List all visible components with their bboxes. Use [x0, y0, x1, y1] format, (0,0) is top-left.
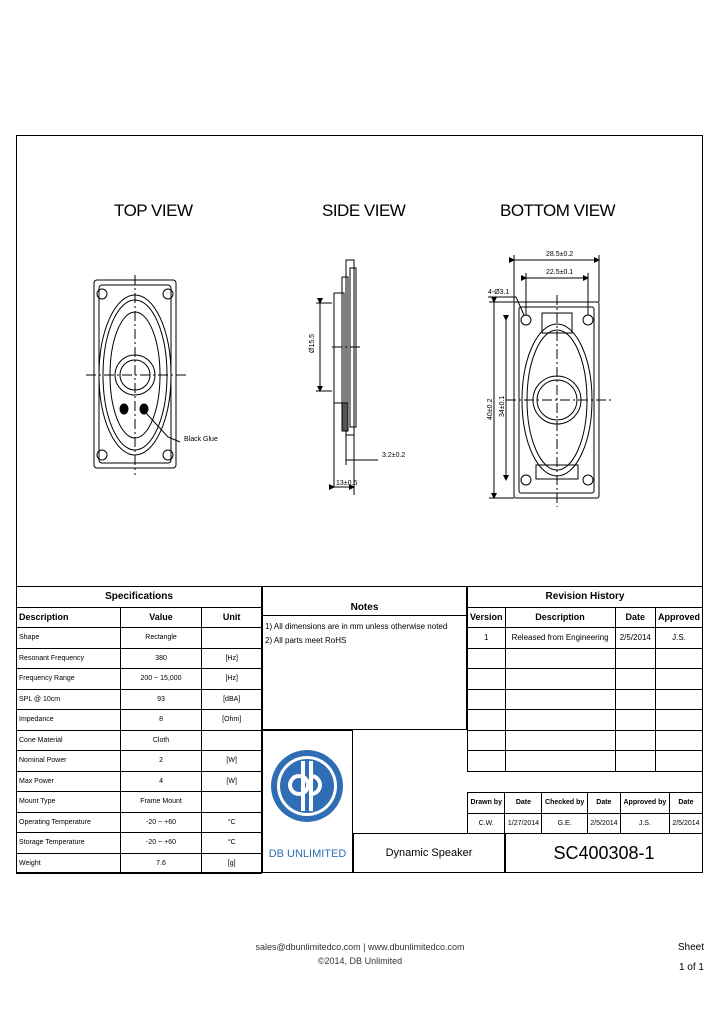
- spec-unit: [202, 730, 262, 751]
- signoff-value: G.E.: [542, 813, 587, 834]
- revision-history-table: [467, 586, 703, 772]
- table-row: [17, 853, 262, 874]
- signoff-value: 2/5/2014: [587, 813, 620, 834]
- signoff-header: Drawn by: [468, 793, 505, 814]
- footer-contact: sales@dbunlimitedco.com | www.dbunlimitedco.com: [255, 942, 465, 952]
- signoff-value: 2/5/2014: [669, 813, 702, 834]
- spec-desc: Storage Temperature: [17, 833, 121, 854]
- bottom-dim-outer-width: 28.5±0.2: [546, 251, 574, 258]
- top-view-drawing: [86, 275, 188, 475]
- rev-date: 2/5/2014: [615, 628, 655, 649]
- notes-panel: [262, 586, 467, 730]
- bottom-view-title: BOTTOM VIEW: [500, 201, 616, 220]
- spec-desc: Impedance: [17, 710, 121, 731]
- spec-unit: [Ohm]: [202, 710, 262, 731]
- specifications-title: Specifications: [17, 587, 262, 608]
- side-dim-diameter: Ø15.5: [309, 333, 316, 353]
- spec-desc: Nominal Power: [17, 751, 121, 772]
- spec-unit: [202, 792, 262, 813]
- side-view-drawing: [316, 260, 378, 495]
- bottom-dim-holes: 4-Ø3.1: [488, 289, 510, 296]
- table-row: [468, 710, 703, 731]
- signoff-header: Date: [505, 793, 542, 814]
- db-logo-icon: [263, 731, 352, 841]
- table-row: [17, 792, 262, 813]
- spec-header-description: Description: [17, 607, 121, 628]
- spec-desc: Weight: [17, 853, 121, 874]
- table-row: [17, 771, 262, 792]
- signoff-header: Date: [587, 793, 620, 814]
- logo-text: DB UNLIMITED: [268, 848, 347, 860]
- spec-unit: [dBA]: [202, 689, 262, 710]
- table-row: [17, 751, 262, 772]
- spec-unit: [Hz]: [202, 669, 262, 690]
- rev-approved: J.S.: [655, 628, 702, 649]
- spec-value: -20 ~ +60: [120, 812, 202, 833]
- black-glue-callout: Black Glue: [184, 436, 218, 443]
- spec-header-value: Value: [120, 607, 202, 628]
- signoff-value: J.S.: [620, 813, 669, 834]
- spec-value: 93: [120, 689, 202, 710]
- bottom-dim-height: 40±0.2: [487, 398, 494, 420]
- logo-panel: [262, 730, 353, 873]
- signoff-table: [467, 792, 703, 834]
- spec-value: Frame Mount: [120, 792, 202, 813]
- side-dim-total: 13±0.5: [336, 480, 358, 487]
- rev-version: 1: [468, 628, 506, 649]
- specifications-table: [16, 586, 262, 874]
- table-row: [17, 710, 262, 731]
- table-row: [468, 628, 703, 649]
- table-row: [17, 648, 262, 669]
- rev-header-date: Date: [615, 607, 655, 628]
- table-row: [468, 730, 703, 751]
- spec-value: 380: [120, 648, 202, 669]
- spec-value: Cloth: [120, 730, 202, 751]
- bottom-dim-hole-pitch: 22.5±0.1: [546, 269, 574, 276]
- spec-unit: [W]: [202, 751, 262, 772]
- spec-desc: Shape: [17, 628, 121, 649]
- spec-unit: °C: [202, 812, 262, 833]
- table-row: [468, 669, 703, 690]
- table-row: [17, 730, 262, 751]
- spec-unit: °C: [202, 833, 262, 854]
- sheet-indicator: [678, 938, 704, 978]
- signoff-value: 1/27/2014: [505, 813, 542, 834]
- side-dim-depth: 3.2±0.2: [382, 452, 406, 459]
- spec-header-unit: Unit: [202, 607, 262, 628]
- table-row: [17, 833, 262, 854]
- table-row: [17, 669, 262, 690]
- bottom-dim-hole-span: 34±0.1: [499, 395, 506, 417]
- spec-unit: [g]: [202, 853, 262, 874]
- side-view-title: SIDE VIEW: [322, 201, 406, 220]
- spec-value: Rectangle: [120, 628, 202, 649]
- spec-unit: [Hz]: [202, 648, 262, 669]
- signoff-header: Checked by: [542, 793, 587, 814]
- rev-header-description: Description: [505, 607, 615, 628]
- top-view-title: TOP VIEW: [114, 201, 193, 220]
- rev-header-version: Version: [468, 607, 506, 628]
- spec-value: -20 ~ +60: [120, 833, 202, 854]
- signoff-value: C.W.: [468, 813, 505, 834]
- spec-desc: Resonant Frequency: [17, 648, 121, 669]
- table-row: [17, 628, 262, 649]
- spec-value: 7.6: [120, 853, 202, 874]
- table-row: [468, 689, 703, 710]
- spec-desc: Mount Type: [17, 792, 121, 813]
- spec-value: 2: [120, 751, 202, 772]
- sheet-value: 1 of 1: [678, 962, 704, 973]
- note-item: 2) All parts meet RoHS: [265, 636, 347, 645]
- spec-value: 8: [120, 710, 202, 731]
- spec-unit: [W]: [202, 771, 262, 792]
- part-number: SC400308-1: [505, 833, 703, 873]
- spec-desc: Cone Material: [17, 730, 121, 751]
- spec-unit: [202, 628, 262, 649]
- table-row: [17, 689, 262, 710]
- table-row: [468, 648, 703, 669]
- notes-title: Notes: [263, 587, 466, 616]
- table-row: [468, 751, 703, 772]
- note-item: 1) All dimensions are in mm unless otherwise noted: [265, 622, 448, 631]
- footer-copyright: ©2014, DB Unlimited: [317, 956, 403, 966]
- sheet-label: Sheet: [677, 942, 704, 953]
- table-row: [17, 812, 262, 833]
- revision-history-title: Revision History: [468, 587, 703, 608]
- spec-desc: Operating Temperature: [17, 812, 121, 833]
- spec-desc: Frequency Range: [17, 669, 121, 690]
- product-name: Dynamic Speaker: [353, 833, 505, 873]
- footer: [0, 942, 720, 966]
- spec-desc: Max Power: [17, 771, 121, 792]
- spec-desc: SPL @ 10cm: [17, 689, 121, 710]
- rev-description: Released from Engineering: [505, 628, 615, 649]
- signoff-header: Approved by: [620, 793, 669, 814]
- spec-value: 4: [120, 771, 202, 792]
- spec-value: 200 ~ 15,000: [120, 669, 202, 690]
- signoff-header: Date: [669, 793, 702, 814]
- rev-header-approved: Approved: [655, 607, 702, 628]
